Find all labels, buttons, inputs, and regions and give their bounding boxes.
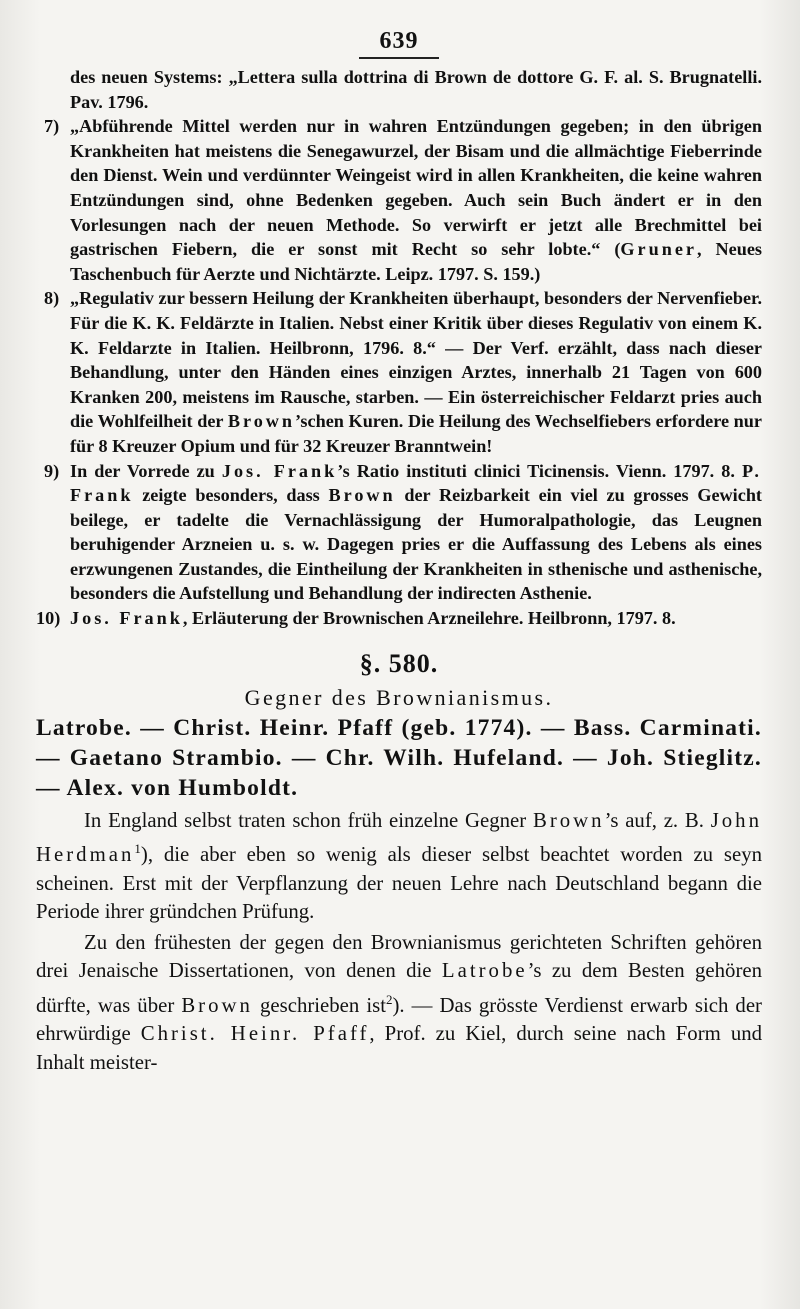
author-name: John Herdman [36,808,762,867]
author-name: Latrobe [441,959,528,983]
author-name: Jos. Frank [70,608,183,629]
page-number: 639 [359,28,439,59]
text-run: ). — Das grösste Verdienst erwarb sich der ehrwürdige [36,993,762,1045]
footnote-text: , Neues Taschenbuch für Aerzte und Nichtärzte. Leipz. 1797. S. 159.) [70,239,762,284]
text-run: , Prof. zu Kiel, durch seine nach Form und Inhalt meister- [36,1022,763,1074]
footnote-text: In der Vorrede zu [70,460,222,481]
text-run: ’s auf, z. B. [604,808,711,832]
footnote-9 [36,459,762,607]
footnote-text: der Reizbarkeit ein viel zu grosses Gewicht beilege, er tadelte die Vernachlässigung der Humoralpathologie, das Leugnen beruhigender Arzneien u. s. w. Dagegen pries er die Auffassung des Lebens als eines erzwungenen Zustandes, die Eintheilung der Krankheiten in sthenische und asthenische, besonders die Aufstellung und Behandlung der indirecten Asthenie. [70,485,762,604]
footnote-text: ’s Ratio instituti clinici Ticinensis. Vienn. 1797. 8. [337,460,742,481]
text-run: Zu den frühesten der gegen den Brownianismus gerichteten Schriften gehören drei Jenaische Dissertationen, von denen die [36,930,762,983]
text-run: In England selbst traten schon früh einzelne Gegner [84,808,533,832]
section-title: Gegner des Brownianismus. [244,684,554,710]
section-number: §. 580. [359,648,439,678]
author-name: Christ. Heinr. Pfaff [140,1022,370,1045]
author-name: Brown [328,485,396,506]
footnote-text: zeigte besonders, dass [133,485,329,506]
footnote-8 [36,286,762,458]
paragraph [36,929,762,1077]
text-run: ), die aber eben so wenig als dieser selbst beachtet worden zu seyn scheinen. Erst mit der Verpflanzung der neuen Lehre nach Deutschland begann die Periode ihrer gründchen Prüfung. [36,843,762,924]
footnote-10 [36,606,762,631]
footnote-text: , Erläuterung der Brownischen Arzneilehre. Heilbronn, 1797. 8. [182,608,676,629]
footnote-number: 8) [44,288,60,309]
footnote-continuation-text: des neuen Systems: „Lettera sulla dottrina di Brown de dottore G. F. al. S. Brugnatelli. Pav. 1796. [70,67,762,112]
body-text [36,807,762,1077]
author-name: Brown [181,993,253,1017]
section-names: Latrobe. — Christ. Heinr. Pfaff (geb. 1774). — Bass. Carminati. — Gaetano Strambio. — Chr. Wilh. Hufeland. — Joh. Stieglitz. — Alex. von Humboldt. [36,714,762,801]
text-run: ’s zu dem Besten gehören dürfte, was über [36,959,762,1017]
footnote-text: „Abführende Mittel werden nur in wahren Entzündungen gegeben; in den übrigen Krankheiten hat meistens die Senegawurzel, der Bisam und die allmächtige Fieberrinde den Dienst. Wein und verdünnter Weingeist wird in allen Krankheiten, die keine wahren Entzündungen sind, ohne Bedenken gegeben. Auch sein Buch ändert er in den Vorlesungen nach der neuen Methode. So verwirft er jetzt alle Brechmittel bei gastrischen Fiebern, die er sonst mit Recht so sehr lobte.“ ( [70,116,762,260]
footnote-number: 7) [44,116,60,137]
author-name: P. Frank [70,460,762,506]
footnote-ref: 2 [386,991,393,1007]
author-name: Brown [532,808,605,832]
author-name: Gruner [620,239,697,260]
author-name: Jos. Frank [221,460,338,481]
author-name: Brown [227,411,296,432]
footnotes [36,65,762,631]
footnote-7 [36,114,762,286]
footnote-continuation [36,65,762,114]
footnote-ref: 1 [134,841,141,857]
footnote-text: ’schen Kuren. Die Heilung des Wechselfiebers erfordere nur für 8 Kreuzer Opium und für 32 Kreuzer Branntwein! [70,411,762,456]
footnote-text: „Regulativ zur bessern Heilung der Krankheiten überhaupt, besonders der Nervenfieber. Für die K. K. Feldärzte in Italien. Nebst einer Kritik über dieses Regulativ von einem K. K. Feldarzte in Italien. Heilbronn, 1796. 8.“ — Der Verf. erzählt, dass nach dieser Behandlung, unter den Händen eines einzigen Arztes, innerhalb 21 Tagen von 600 Kranken 200, meistens im Rausche, starben. — Ein österreichischer Feldarzt pries auch die Wohlfeilheit der [70,288,762,432]
text-run: geschrieben ist [252,993,386,1017]
footnote-number: 9) [44,460,60,481]
footnote-number: 10) [36,608,61,629]
paragraph [36,807,762,927]
